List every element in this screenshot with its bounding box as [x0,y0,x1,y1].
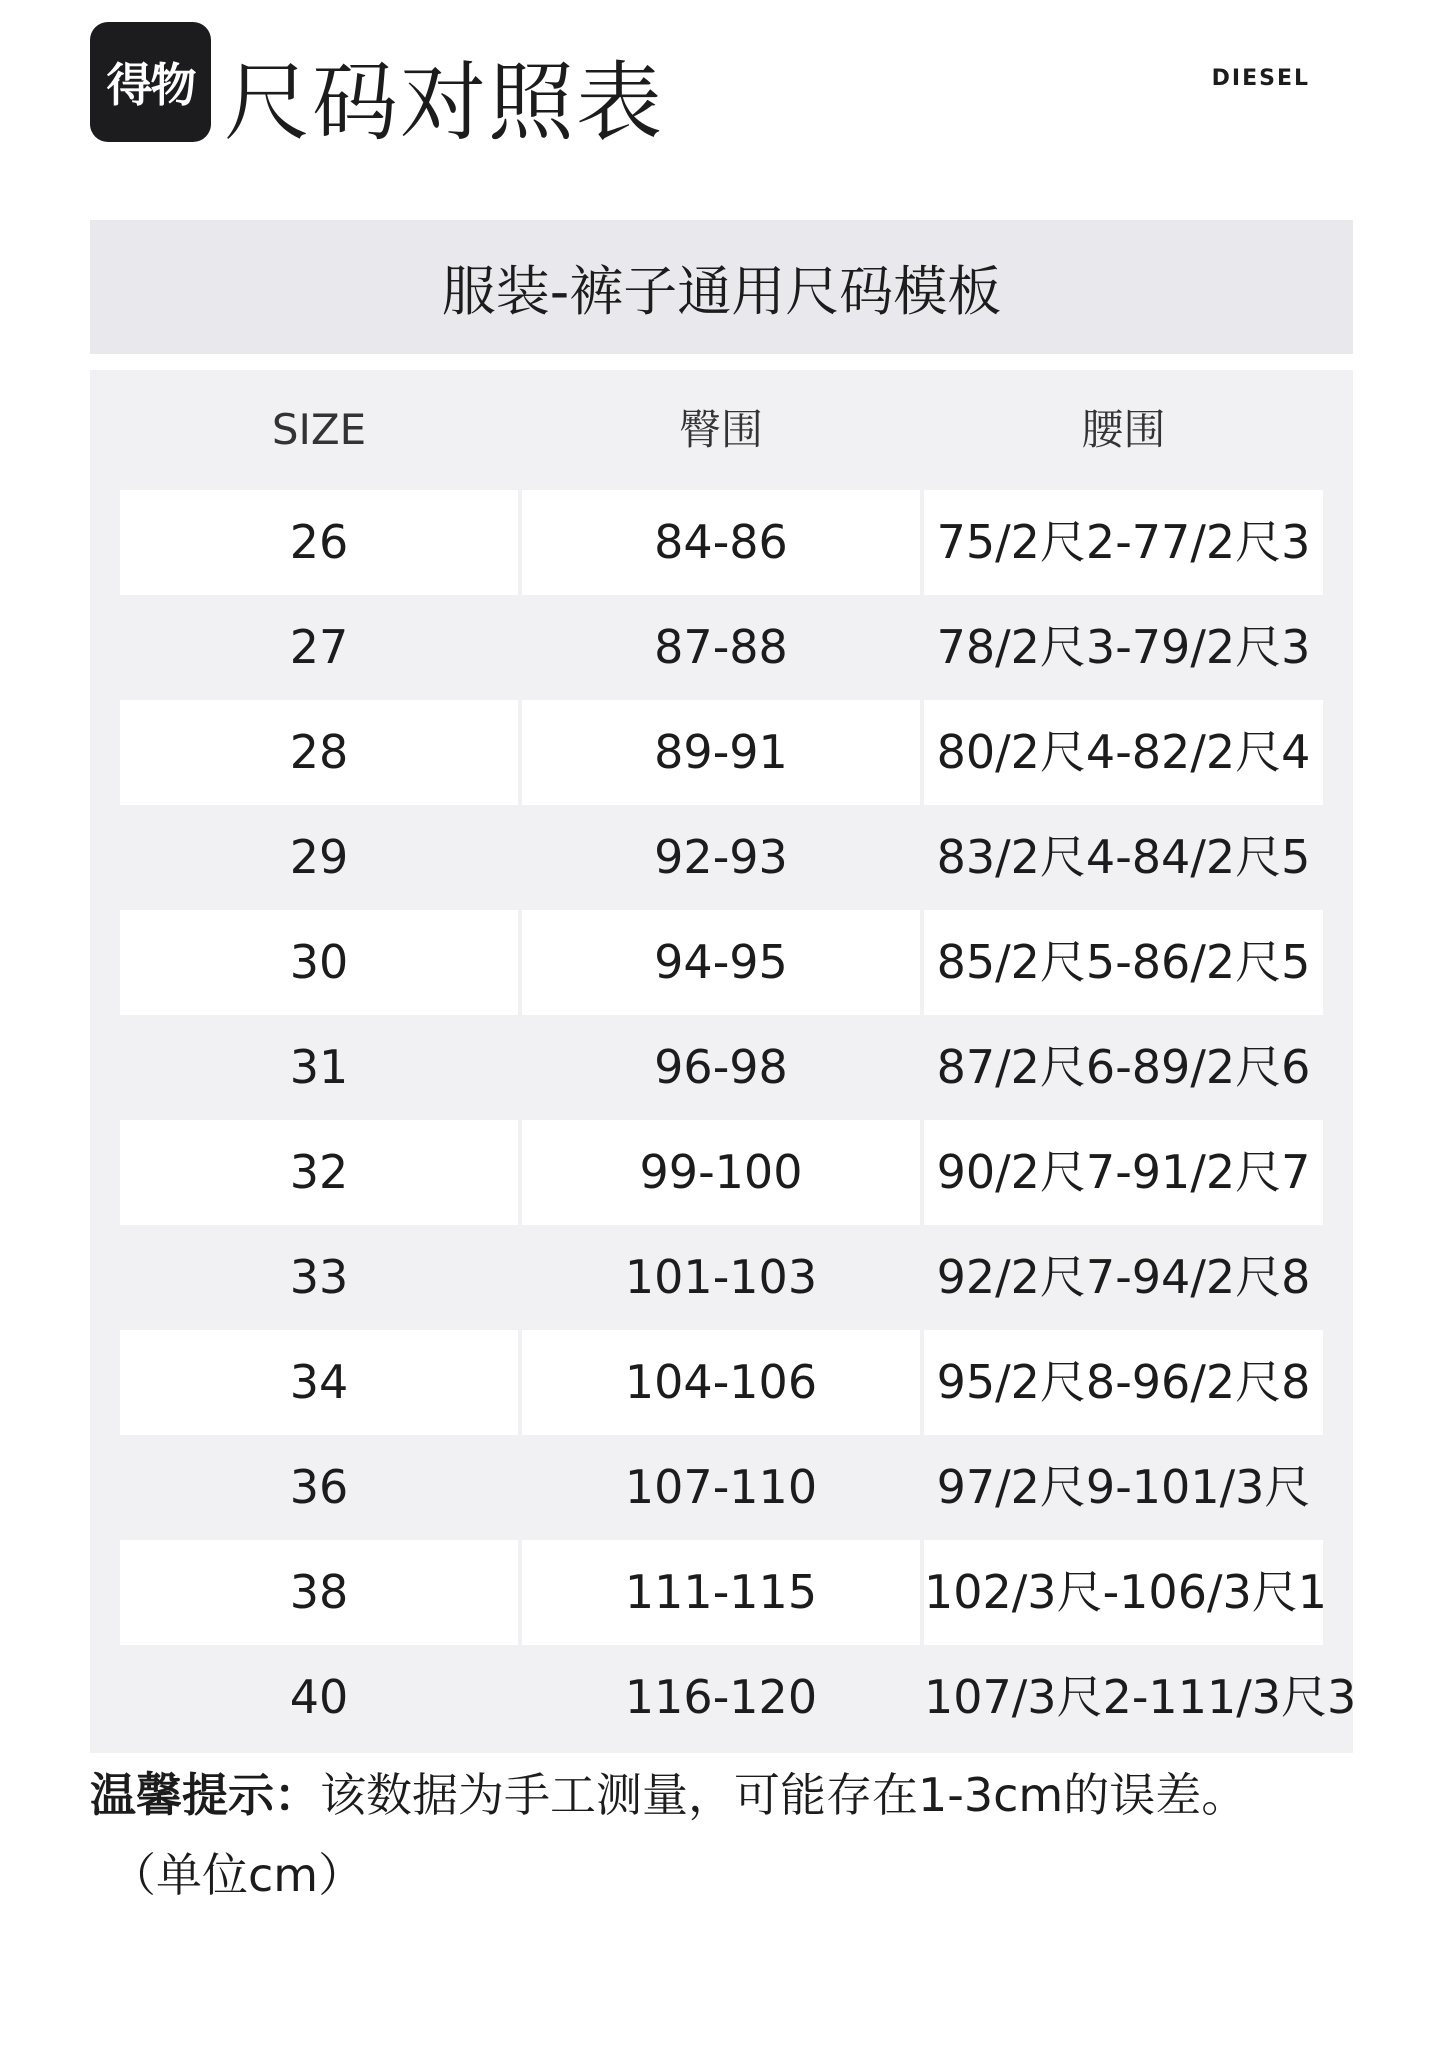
size-cell: 26 [120,490,518,595]
size-cell: 30 [120,910,518,1015]
table-row [120,1120,1323,1225]
waist-cell: 95/2尺8-96/2尺8 [924,1330,1323,1435]
tip-label: 温馨提示： [90,1768,320,1822]
template-title-bar [90,220,1353,354]
column-header-size: SIZE [271,405,367,454]
hip-cell: 96-98 [654,1040,788,1094]
size-cell: 33 [289,1250,349,1304]
hip-cell: 84-86 [522,490,920,595]
size-cell: 40 [289,1670,349,1724]
logo-text: 得物 [106,58,195,112]
table-row [120,700,1323,805]
size-cell: 28 [120,700,518,805]
table-row [120,490,1323,595]
size-cell: 34 [120,1330,518,1435]
column-header-waist: 腰围 [1081,405,1166,454]
hip-cell: 116-120 [624,1670,818,1724]
table-row [120,595,1323,700]
size-cell: 36 [289,1460,349,1514]
table-row [120,1540,1327,1645]
waist-cell: 97/2尺9-101/3尺 [936,1460,1311,1514]
hip-cell: 87-88 [654,620,788,674]
template-title: 服装-裤子通用尺码模板 [441,259,1002,323]
app-logo [90,22,211,142]
table-row [120,910,1323,1015]
size-cell: 38 [120,1540,518,1645]
waist-cell: 83/2尺4-84/2尺5 [936,830,1311,884]
hip-cell: 111-115 [522,1540,920,1645]
table-row [120,1225,1323,1330]
hip-cell: 101-103 [624,1250,818,1304]
tip-body: 该数据为手工测量，可能存在1-3cm的误差。 [320,1768,1248,1822]
waist-cell: 107/3尺2-111/3尺3 [924,1670,1357,1724]
hip-cell: 89-91 [522,700,920,805]
brand-logo: DIESEL [1211,66,1310,91]
table-row [120,1435,1323,1540]
hip-cell: 104-106 [522,1330,920,1435]
page-title: 尺码对照表 [224,53,664,153]
size-cell: 31 [289,1040,349,1094]
table-row [120,1645,1357,1750]
waist-cell: 90/2尺7-91/2尺7 [924,1120,1323,1225]
hip-cell: 107-110 [624,1460,818,1514]
table-row [120,805,1323,910]
waist-cell: 75/2尺2-77/2尺3 [924,490,1323,595]
unit-note: （单位cm） [110,1848,365,1902]
waist-cell: 80/2尺4-82/2尺4 [924,700,1323,805]
waist-cell: 78/2尺3-79/2尺3 [936,620,1311,674]
table-header-row [120,370,1323,490]
tip-text [90,1760,1390,1830]
waist-cell: 85/2尺5-86/2尺5 [924,910,1323,1015]
hip-cell: 92-93 [654,830,788,884]
waist-cell: 92/2尺7-94/2尺8 [936,1250,1311,1304]
size-table [90,370,1357,1753]
size-cell: 29 [289,830,349,884]
waist-cell: 87/2尺6-89/2尺6 [936,1040,1311,1094]
table-row [120,1330,1323,1435]
column-header-hip: 臀围 [678,405,763,454]
table-row [120,1015,1323,1120]
waist-cell: 102/3尺-106/3尺1 [924,1540,1323,1645]
size-cell: 32 [120,1120,518,1225]
size-cell: 27 [289,620,349,674]
hip-cell: 94-95 [522,910,920,1015]
hip-cell: 99-100 [522,1120,920,1225]
